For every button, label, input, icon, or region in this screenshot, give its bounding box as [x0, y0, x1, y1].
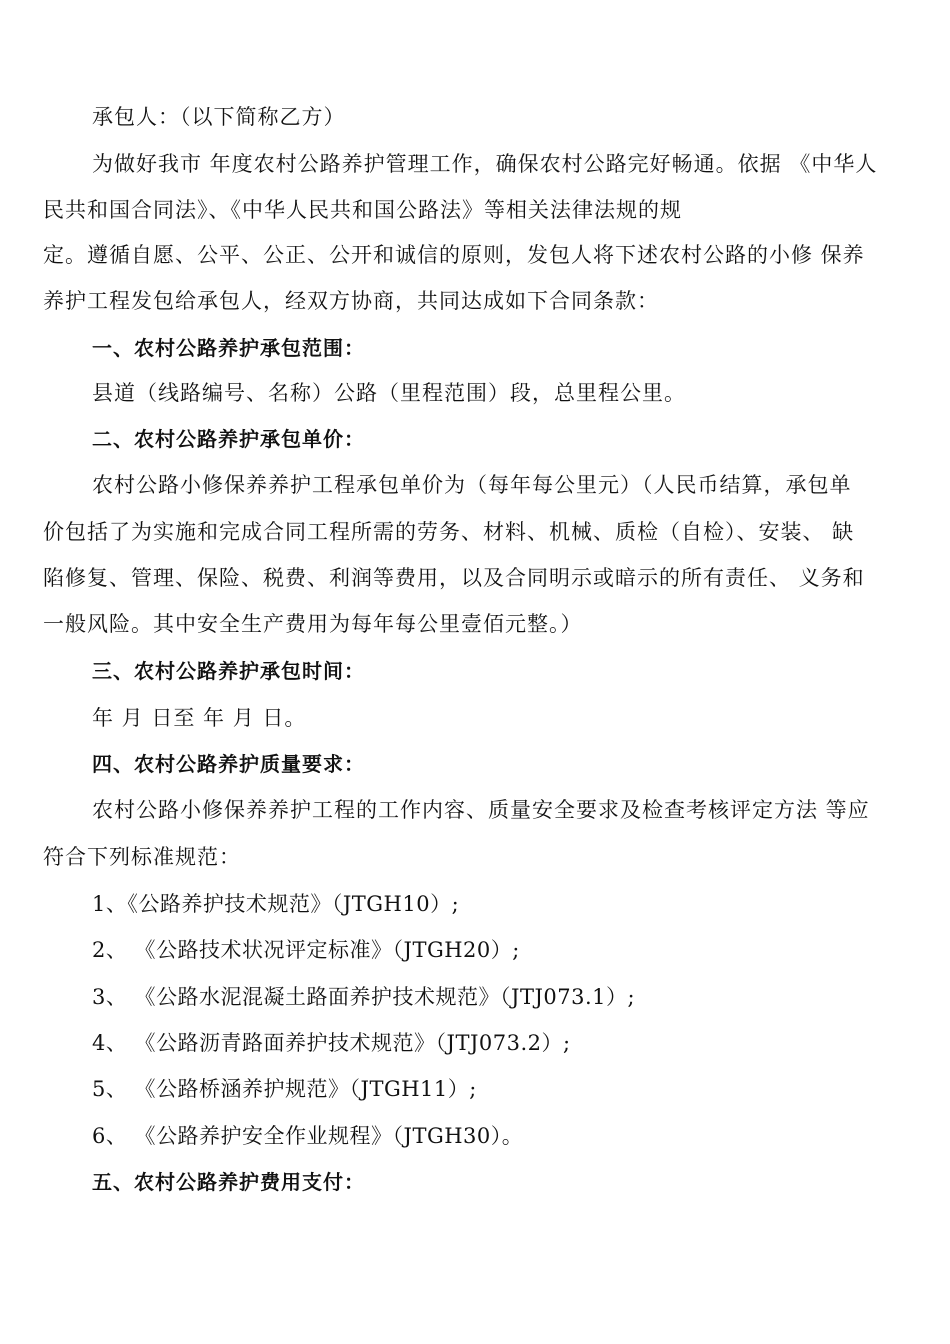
section-heading-payment: 五、农村公路养护费用支付： — [92, 1170, 365, 1194]
preamble-line: 养护工程发包给承包人，经双方协商，共同达成如下合同条款： — [43, 289, 659, 313]
standard-item: 1、《公路养护技术规范》（JTGH10）; — [92, 892, 460, 916]
section-heading-period: 三、农村公路养护承包时间： — [92, 659, 365, 683]
section-body-line: 农村公路小修保养养护工程承包单价为（每年每公里元）（人民币结算，承包单 — [92, 473, 852, 497]
section-body-line: 农村公路小修保养养护工程的工作内容、质量安全要求及检查考核评定方法 等应 — [92, 798, 870, 822]
contractor-line: 承包人：（以下简称乙方） — [92, 105, 346, 129]
standard-item: 3、 《公路水泥混凝土路面养护技术规范》（JTJ073.1）; — [92, 985, 636, 1009]
preamble-line: 为做好我市 年度农村公路养护管理工作，确保农村公路完好畅通。依据 《中华人 — [92, 152, 878, 176]
standard-item: 6、 《公路养护安全作业规程》（JTGH30）。 — [92, 1124, 524, 1148]
section-heading-quality: 四、农村公路养护质量要求： — [92, 752, 365, 776]
preamble-line: 民共和国合同法》、《中华人民共和国公路法》等相关法律法规的规 — [43, 198, 682, 222]
preamble-line: 定。遵循自愿、公平、公正、公开和诚信的原则，发包人将下述农村公路的小修 保养 — [43, 243, 865, 267]
section-body-line: 一般风险。其中安全生产费用为每年每公里壹佰元整。） — [43, 612, 583, 636]
section-body-line: 年 月 日至 年 月 日。 — [92, 706, 307, 730]
section-body-line: 陷修复、管理、保险、税费、利润等费用，以及合同明示或暗示的所有责任、 义务和 — [43, 566, 865, 590]
section-heading-unit-price: 二、农村公路养护承包单价： — [92, 427, 365, 451]
standard-item: 4、 《公路沥青路面养护技术规范》（JTJ073.2）; — [92, 1031, 571, 1055]
section-body-line: 价包括了为实施和完成合同工程所需的劳务、材料、机械、质检（自检）、安装、 缺 — [43, 520, 855, 544]
standard-item: 2、 《公路技术状况评定标准》（JTGH20）; — [92, 938, 520, 962]
section-body-line: 符合下列标准规范： — [43, 845, 241, 869]
section-body-line: 县道（线路编号、名称）公路（里程范围）段，总里程公里。 — [92, 381, 686, 405]
standard-item: 5、 《公路桥涵养护规范》（JTGH11）; — [92, 1077, 477, 1101]
section-heading-scope: 一、农村公路养护承包范围： — [92, 336, 365, 360]
